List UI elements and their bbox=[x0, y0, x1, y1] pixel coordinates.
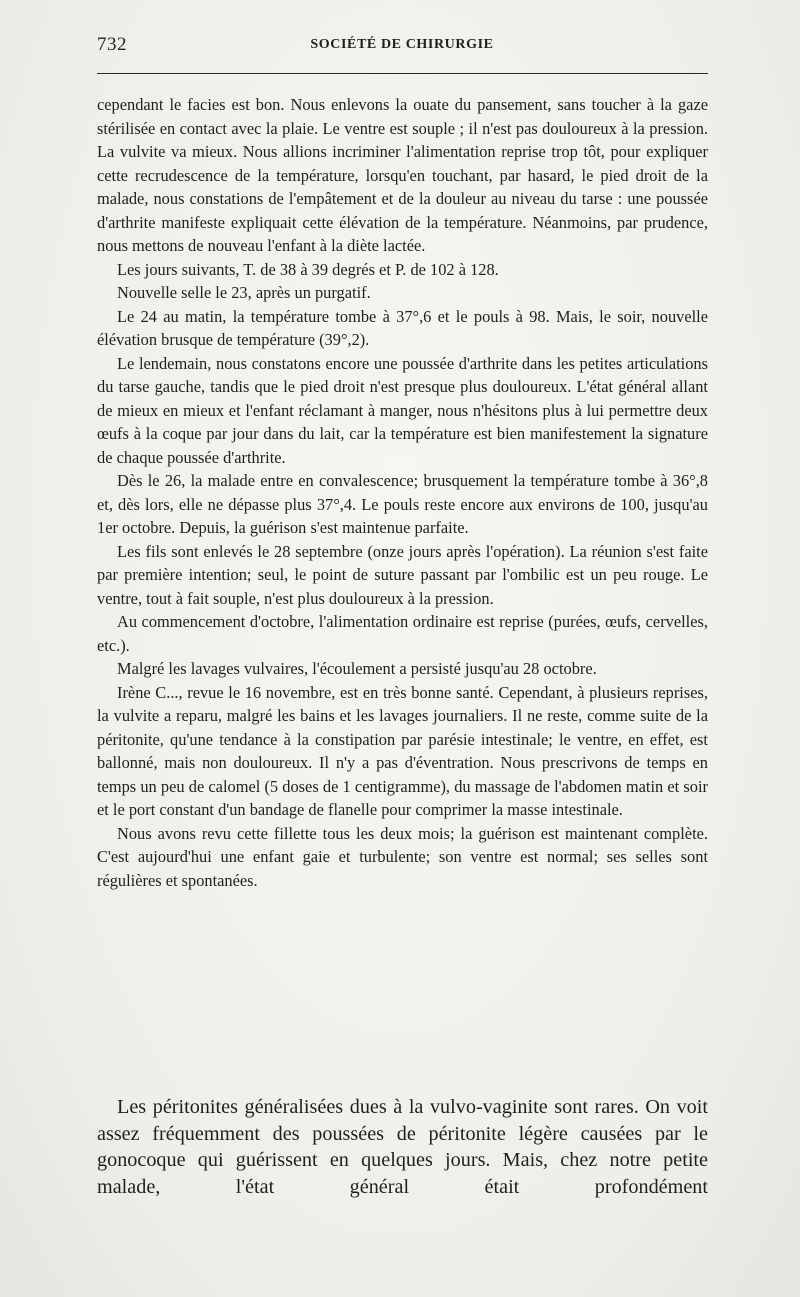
paragraph: Au commencement d'octobre, l'alimentation ordinaire est reprise (purées, œufs, cervelles, etc.). bbox=[97, 612, 708, 655]
case-report-body bbox=[97, 93, 708, 892]
page-header bbox=[97, 34, 707, 64]
page-number: 732 bbox=[97, 34, 127, 55]
paragraph: Le 24 au matin, la température tombe à 37°,6 et le pouls à 98. Mais, le soir, nouvelle élévation brusque de température (39°,2). bbox=[97, 306, 708, 349]
paragraph: Les fils sont enlevés le 28 septembre (onze jours après l'opération). La réunion s'est faite par première intention; seul, le point de suture passant par l'ombilic est un peu rouge. Le ventre, tout à fait souple, n'est plus douloureux à la pression. bbox=[97, 541, 708, 608]
paragraph: Le lendemain, nous constatons encore une poussée d'arthrite dans les petites articulations du tarse gauche, tandis que le pied droit n'est presque plus douloureux. L'état général allant de mieux en mieux et l'enfant réclamant à manger, nous n'hésitons plus à lui permettre deux œufs à la coque par jour dans du lait, car la température est bien manifestement la signature de chaque poussée d'arthrite. bbox=[97, 353, 708, 467]
paragraph: Nous avons revu cette fillette tous les deux mois; la guérison est maintenant complète. C'est aujourd'hui une enfant gaie et turbulente; son ventre est normal; ses selles sont régulières et spontanées. bbox=[97, 823, 708, 890]
header-rule bbox=[97, 73, 708, 74]
paragraph: Nouvelle selle le 23, après un purgatif. bbox=[117, 283, 371, 302]
paragraph: Malgré les lavages vulvaires, l'écoulement a persisté jusqu'au 28 octobre. bbox=[117, 659, 597, 678]
paragraph: Dès le 26, la malade entre en convalescence; brusquement la température tombe à 36°,8 et, dès lors, elle ne dépasse plus 37°,4. Le pouls reste encore aux environs de 100, jusqu'au 1er octobre. Depuis, la guérison s'est maintenue parfaite. bbox=[97, 471, 708, 537]
paragraph: Irène C..., revue le 16 novembre, est en très bonne santé. Cependant, à plusieurs reprises, la vulvite a reparu, malgré les bains et les lavages journaliers. Il ne reste, comme suite de la péritonite, qu'une tendance à la constipation par parésie intestinale; le ventre, en effet, est ballonné, mais non douloureux. Il n'y a pas d'éventration. Nous prescrivons de temps en temps un peu de calomel (5 doses de 1 centigramme), du massage de l'abdomen matin et soir et le port constant d'un bandage de flanelle pour comprimer la masse intestinale. bbox=[97, 682, 708, 819]
paragraph: Les jours suivants, T. de 38 à 39 degrés et P. de 102 à 128. bbox=[117, 259, 499, 279]
discussion-body bbox=[97, 1094, 708, 1200]
discussion-paragraph: Les péritonites généralisées dues à la vulvo-vaginite sont rares. On voit assez fréquemment des poussées de péritonite légère causées par le gonocoque qui guérissent en quelques jours. Mais, chez notre petite malade, l'état général était profondément bbox=[97, 1096, 708, 1198]
running-title: SOCIÉTÉ DE CHIRURGIE bbox=[310, 37, 494, 52]
paragraph: cependant le facies est bon. Nous enlevons la ouate du pansement, sans toucher à la gaze stérilisée en contact avec la plaie. Le ventre est souple ; il n'est pas douloureux à la pression. La vulvite va mieux. Nous allions incriminer l'alimentation reprise trop tôt, pour expliquer cette recrudescence de la température, lorsqu'en touchant, par hasard, le pied droit de la malade, nous constations de l'empâtement et de la douleur au niveau du tarse : une poussée d'arthrite manifeste expliquait cette élévation de la température. Néanmoins, par prudence, nous mettons de nouveau l'enfant à la diète lactée. bbox=[97, 95, 708, 255]
